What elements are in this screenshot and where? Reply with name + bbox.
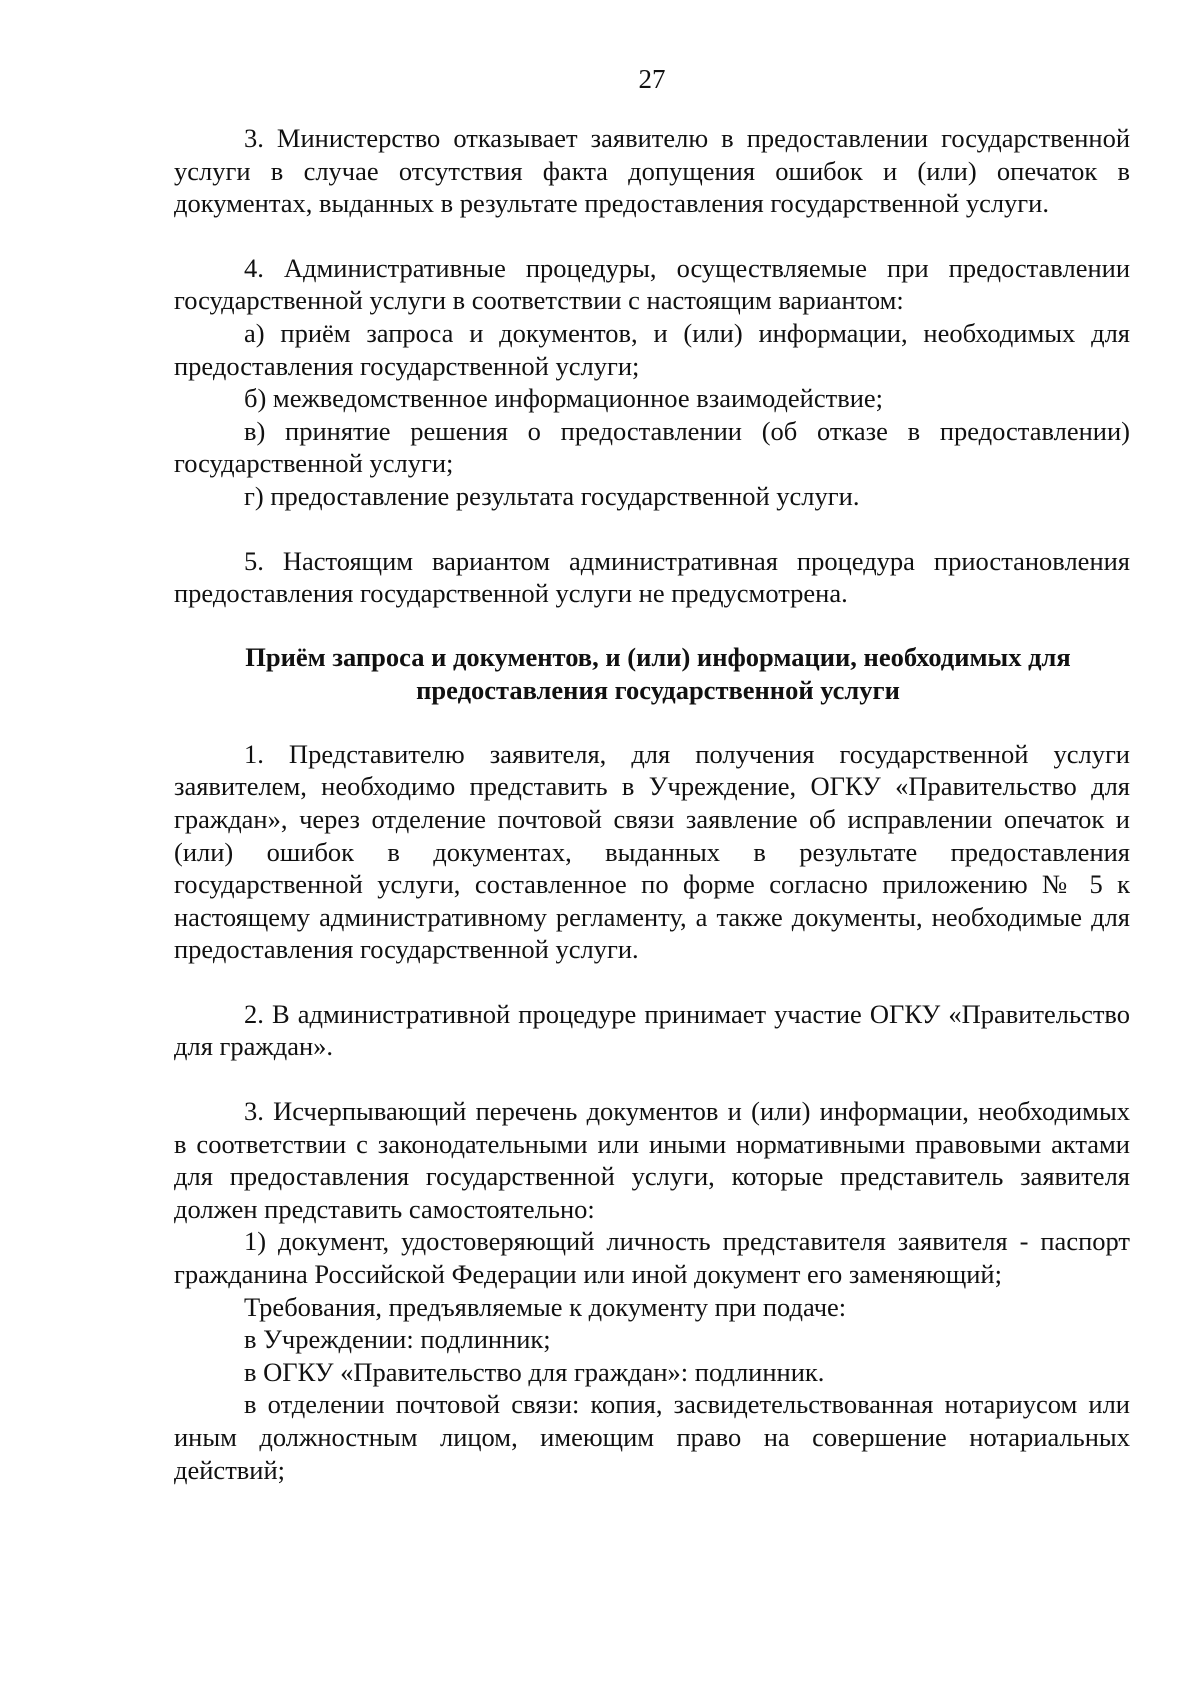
paragraph-refusal: 3. Министерство отказывает заявителю в предоставлении государственной услуги в случае отсутствия факта допущения ошибок и (или) опечаток в документах, выданных в результате предоставления государственной услуги. [174,123,1130,219]
paragraph-procedures-intro: 4. Административные процедуры, осуществляемые при предоставлении государственной услуги в соответствии с настоящим вариантом: [174,252,1130,316]
section-heading: Приём запроса и документов, и (или) информации, необходимых для предоставления государственной услуги [245,641,1071,705]
requirement-post-office: в отделении почтовой связи: копия, засвидетельствованная нотариусом или иным должностным лицом, имеющим право на совершение нотариальных действий; [174,1389,1130,1485]
requirement-institution: в Учреждении: подлинник; [244,1324,551,1355]
requirements-heading: Требования, предъявляемые к документу при подаче: [244,1291,847,1322]
list-item-v: в) принятие решения о предоставлении (об отказе в предоставлении) государственной услуги; [174,415,1130,479]
list-item-g: г) предоставление результата государственной услуги. [244,480,860,511]
list-item-1: 1) документ, удостоверяющий личность представителя заявителя - паспорт гражданина Российской Федерации или иной документ его заменяющий; [174,1226,1130,1290]
list-item-b: б) межведомственное информационное взаимодействие; [244,383,884,414]
list-item-a: а) приём запроса и документов, и (или) информации, необходимых для предоставления государственной услуги; [174,317,1130,381]
paragraph-suspension: 5. Настоящим вариантом административная процедура приостановления предоставления государственной услуги не предусмотрена. [174,545,1130,609]
page-number: 27 [638,64,666,94]
paragraph-document-list: 3. Исчерпывающий перечень документов и (или) информации, необходимых в соответствии с законодательными или иными нормативными правовыми актами для предоставления государственной услуги, которые представитель заявителя должен представить самостоятельно: [174,1096,1130,1224]
paragraph-submission: 1. Представителю заявителя, для получения государственной услуги заявителем, необходимо представить в Учреждение, ОГКУ «Правительство для граждан», через отделение почтовой связи заявление об исправлении опечаток и (или) ошибок в документах, выданных в результате предоставления государственной услуги, составленное по форме согласно приложению № 5 к настоящему административному регламенту, а также документы, необходимые для предоставления государственной услуги. [174,738,1130,965]
requirement-ogku: в ОГКУ «Правительство для граждан»: подлинник. [244,1356,825,1387]
paragraph-participation: 2. В административной процедуре принимает участие ОГКУ «Правительство для граждан». [174,998,1130,1062]
document-body [174,122,1130,1486]
